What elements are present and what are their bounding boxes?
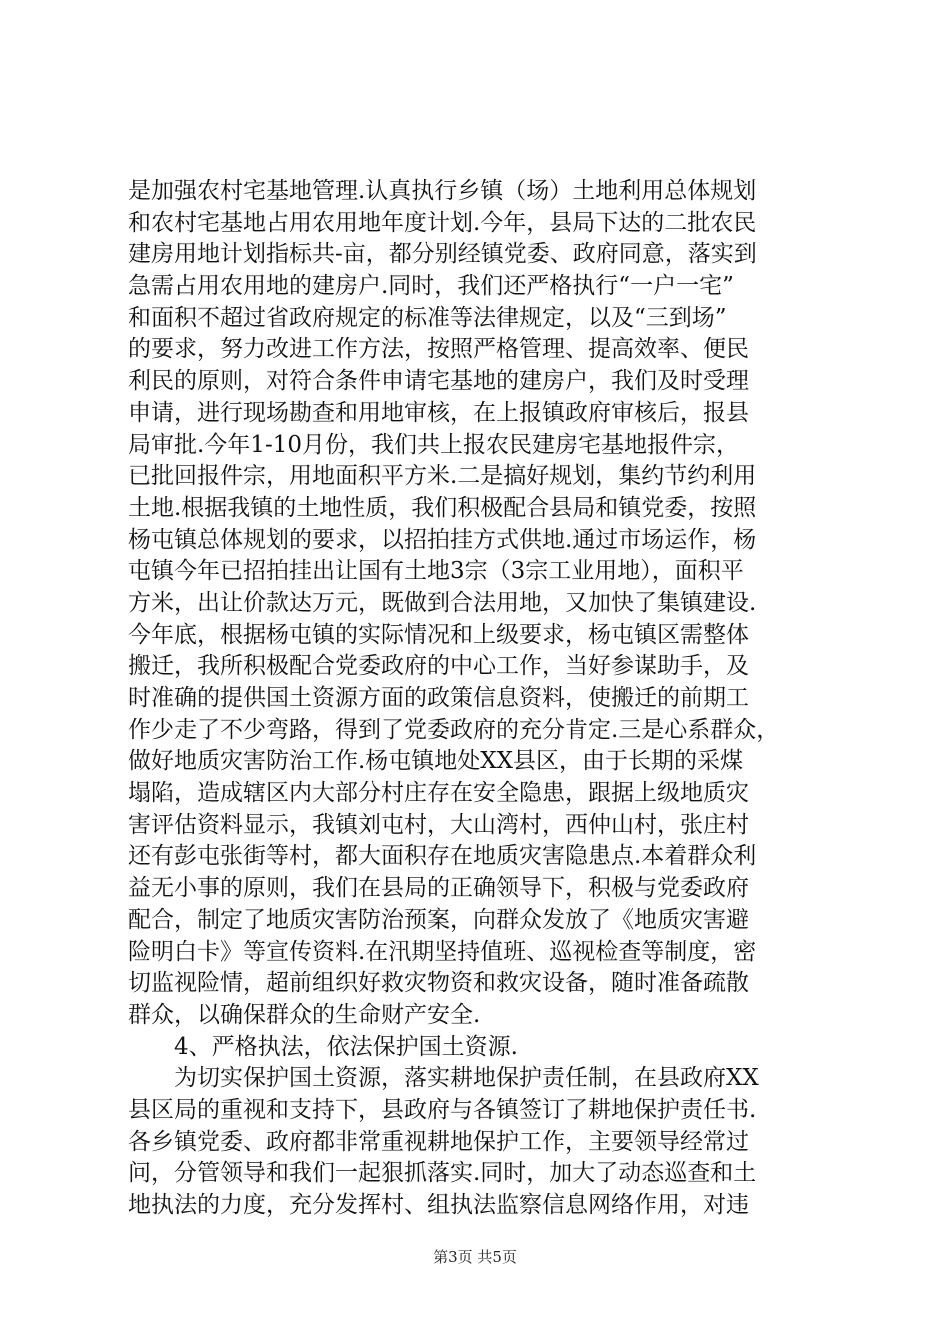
text-line: 益无小事的原则，我们在县局的正确领导下，积极与党委政府 [128, 875, 749, 902]
text-line: 为切实保护国土资源，落实耕地保护责任制，在县政府XX [128, 1065, 759, 1092]
text-line: 建房用地计划指标共-亩，都分别经镇党委、政府同意，落实到 [128, 241, 757, 268]
text-line: 急需占用农用地的建房户.同时，我们还严格执行“一户一宅” [128, 273, 734, 300]
text-line: 杨屯镇总体规划的要求，以招拍挂方式供地.通过市场运作，杨 [128, 526, 757, 553]
text-line: 方米，出让价款达万元，既做到合法用地，又加快了集镇建设. [128, 589, 757, 616]
text-line: 局审批.今年1-10月份，我们共上报农民建房宅基地报件宗， [128, 431, 739, 458]
text-line: 4、严格执法，依法保护国土资源. [128, 1033, 518, 1060]
text-line: 塌陷，造成辖区内大部分村庄存在安全隐患，跟据上级地质灾 [128, 780, 749, 807]
text-line: 的要求，努力改进工作方法，按照严格管理、提高效率、便民 [128, 336, 749, 363]
text-line: 群众，以确保群众的生命财产安全. [128, 1001, 481, 1028]
text-line: 配合，制定了地质灾害防治预案，向群众发放了《地质灾害避 [128, 906, 749, 933]
page-footer: 第3页 共5页 [433, 1248, 517, 1266]
text-line: 今年底，根据杨屯镇的实际情况和上级要求，杨屯镇区需整体 [128, 621, 749, 648]
text-line: 和农村宅基地占用农用地年度计划.今年，县局下达的二批农民 [128, 209, 757, 236]
text-line: 时准确的提供国土资源方面的政策信息资料，使搬迁的前期工 [128, 685, 749, 711]
text-line: 害评估资料显示，我镇刘屯村，大山湾村，西仲山村，张庄村 [128, 811, 749, 838]
text-line: 切监视险情，超前组织好救灾物资和救灾设备，随时准备疏散 [128, 970, 749, 997]
text-line: 是加强农村宅基地管理.认真执行乡镇（场）土地利用总体规划 [128, 178, 757, 204]
text-line: 问，分管领导和我们一起狠抓落实.同时，加大了动态巡查和土 [128, 1160, 757, 1187]
text-line: 和面积不超过省政府规定的标准等法律规定，以及“三到场” [128, 304, 727, 331]
text-line: 做好地质灾害防治工作.杨屯镇地处XX县区，由于长期的采煤 [128, 748, 744, 775]
text-line: 搬迁，我所积极配合党委政府的中心工作，当好参谋助手，及 [128, 653, 749, 680]
text-line: 还有彭屯张街等村，都大面积存在地质灾害隐患点.本着群众利 [128, 843, 757, 870]
text-line: 险明白卡》等宣传资料.在汛期坚持值班、巡视检查等制度，密 [128, 938, 757, 965]
text-line: 利民的原则，对符合条件申请宅基地的建房户，我们及时受理 [128, 368, 749, 395]
text-line: 已批回报件宗，用地面积平方米.二是搞好规划，集约节约利用 [128, 463, 757, 490]
text-line: 各乡镇党委、政府都非常重视耕地保护工作，主要领导经常过 [128, 1128, 749, 1155]
body-text [128, 176, 828, 1222]
text-line: 县区局的重视和支持下，县政府与各镇签订了耕地保护责任书. [128, 1096, 757, 1123]
text-line: 地执法的力度，充分发挥村、组执法监察信息网络作用，对违 [128, 1192, 749, 1218]
text-line: 申请，进行现场勘查和用地审核，在上报镇政府审核后，报县 [128, 399, 749, 426]
text-line: 屯镇今年已招拍挂出让国有土地3宗（3宗工业用地），面积平 [128, 558, 744, 585]
text-line: 作少走了不少弯路，得到了党委政府的充分肯定.三是心系群众， [128, 716, 780, 743]
text-line: 土地.根据我镇的土地性质，我们积极配合县局和镇党委，按照 [128, 494, 757, 521]
